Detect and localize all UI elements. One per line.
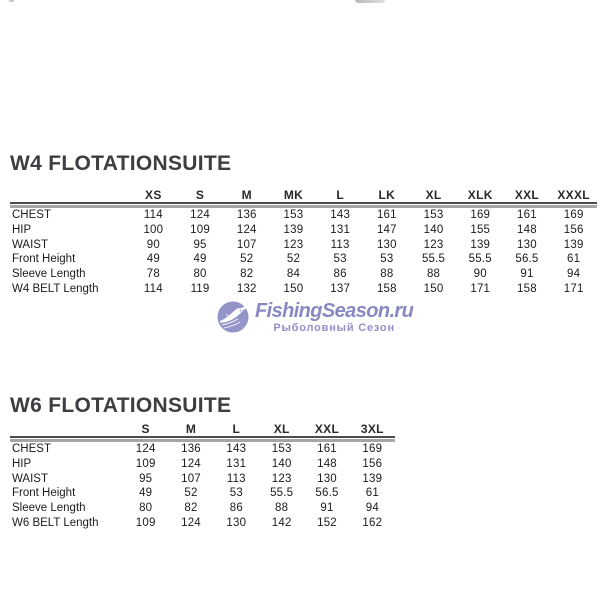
size-value: 153 bbox=[423, 209, 444, 221]
column-header-s: S bbox=[195, 188, 205, 202]
size-value: 56.5 bbox=[315, 487, 339, 500]
row-label: Front Height bbox=[12, 487, 76, 500]
size-value: 86 bbox=[229, 502, 243, 515]
w6-flotationsuite-table bbox=[10, 395, 395, 531]
size-value: 91 bbox=[520, 268, 534, 281]
table-row bbox=[10, 282, 597, 297]
table-row bbox=[10, 501, 395, 516]
size-value: 150 bbox=[423, 282, 444, 295]
cropped-photo-remnant bbox=[9, 0, 14, 2]
column-header-m: M bbox=[241, 188, 252, 202]
watermark-text bbox=[255, 301, 413, 334]
cropped-photo-remnant bbox=[355, 0, 385, 3]
size-value: 113 bbox=[330, 238, 350, 251]
column-header-xlk: XLK bbox=[467, 188, 493, 202]
size-value: 156 bbox=[563, 223, 584, 236]
row-label: W6 BELT Length bbox=[12, 516, 99, 529]
size-value: 139 bbox=[563, 238, 584, 251]
size-value: 107 bbox=[181, 472, 201, 485]
size-value: 123 bbox=[271, 472, 292, 485]
watermark-tagline-text: Рыболовный Сезон bbox=[273, 321, 395, 334]
size-value: 136 bbox=[181, 443, 201, 455]
size-value: 49 bbox=[139, 487, 153, 500]
size-value: 152 bbox=[317, 516, 337, 529]
fishingseason-watermark bbox=[216, 300, 413, 334]
column-header-l: L bbox=[232, 422, 241, 436]
size-value: 52 bbox=[184, 487, 198, 500]
row-label: CHEST bbox=[12, 209, 51, 221]
size-value: 94 bbox=[365, 502, 379, 515]
size-value: 124 bbox=[236, 223, 257, 236]
w6-size-grid bbox=[10, 423, 395, 531]
size-value: 114 bbox=[143, 282, 163, 295]
size-value: 88 bbox=[426, 268, 441, 281]
w6-header-row bbox=[10, 423, 395, 436]
size-value: 130 bbox=[517, 238, 537, 251]
size-value: 139 bbox=[283, 223, 304, 236]
column-header-l: L bbox=[336, 188, 344, 202]
column-header-xxl: XXL bbox=[514, 188, 540, 202]
size-value: 86 bbox=[333, 268, 347, 281]
size-value: 123 bbox=[283, 238, 304, 251]
size-value: 156 bbox=[362, 457, 383, 470]
row-label: WAIST bbox=[12, 472, 48, 485]
size-value: 155 bbox=[470, 223, 491, 236]
size-value: 148 bbox=[517, 223, 537, 236]
size-value: 132 bbox=[236, 282, 257, 295]
size-value: 53 bbox=[333, 253, 347, 266]
row-label: HIP bbox=[12, 223, 32, 236]
fishingseason-logo-icon bbox=[216, 300, 250, 334]
w4-table-title: W4 FLOTATIONSUITE bbox=[10, 152, 232, 175]
size-value: 158 bbox=[376, 282, 397, 295]
size-value: 139 bbox=[470, 238, 491, 251]
column-header-xxxl: XXXL bbox=[557, 188, 590, 202]
size-value: 52 bbox=[240, 253, 254, 266]
table-row bbox=[10, 457, 395, 472]
table-row bbox=[10, 252, 597, 267]
size-value: 143 bbox=[226, 443, 247, 455]
size-value: 91 bbox=[320, 502, 334, 515]
size-value: 139 bbox=[362, 472, 383, 485]
column-header-xxl: XXL bbox=[314, 422, 340, 436]
table-row bbox=[10, 238, 597, 253]
column-header-xl: XL bbox=[273, 422, 290, 436]
table-row bbox=[10, 223, 597, 238]
row-label: CHEST bbox=[12, 443, 51, 455]
w4-flotationsuite-table bbox=[10, 153, 597, 297]
column-header-3xl: 3XL bbox=[360, 422, 384, 436]
size-value: 56.5 bbox=[515, 253, 539, 266]
row-label: Sleeve Length bbox=[12, 268, 86, 281]
w6-table-title: W6 FLOTATIONSUITE bbox=[10, 394, 232, 417]
size-value: 153 bbox=[283, 209, 304, 221]
size-value: 124 bbox=[135, 443, 156, 455]
size-value: 169 bbox=[563, 209, 584, 221]
size-value: 153 bbox=[271, 443, 292, 455]
row-label: W4 BELT Length bbox=[12, 282, 99, 295]
column-header-mk: MK bbox=[283, 188, 304, 202]
size-value: 88 bbox=[380, 268, 394, 281]
size-value: 78 bbox=[146, 268, 160, 281]
size-value: 95 bbox=[139, 472, 153, 485]
row-label: Front Height bbox=[12, 253, 76, 266]
size-value: 107 bbox=[236, 238, 257, 251]
table-row bbox=[10, 516, 395, 531]
size-value: 143 bbox=[330, 209, 351, 221]
size-value: 100 bbox=[143, 223, 164, 236]
size-value: 53 bbox=[229, 487, 243, 500]
w4-size-grid bbox=[10, 189, 597, 297]
column-header-xs: XS bbox=[145, 188, 162, 202]
size-value: 123 bbox=[423, 238, 444, 251]
table-row bbox=[10, 442, 395, 457]
size-value: 131 bbox=[226, 457, 247, 470]
size-value: 130 bbox=[226, 516, 247, 529]
size-value: 142 bbox=[271, 516, 292, 529]
table-row bbox=[10, 208, 597, 223]
size-value: 171 bbox=[563, 282, 584, 295]
size-value: 169 bbox=[470, 209, 491, 221]
size-value: 84 bbox=[286, 268, 301, 281]
size-value: 90 bbox=[146, 238, 160, 251]
size-value: 49 bbox=[146, 253, 160, 266]
size-value: 137 bbox=[330, 282, 351, 295]
size-value: 169 bbox=[362, 443, 383, 455]
size-value: 140 bbox=[271, 457, 292, 470]
size-value: 82 bbox=[240, 268, 254, 281]
size-value: 95 bbox=[193, 238, 207, 251]
size-value: 148 bbox=[317, 457, 337, 470]
size-value: 113 bbox=[226, 472, 246, 485]
table-row bbox=[10, 472, 395, 487]
size-value: 55.5 bbox=[270, 487, 294, 500]
size-value: 147 bbox=[376, 223, 397, 236]
size-value: 109 bbox=[135, 516, 156, 529]
size-value: 130 bbox=[317, 472, 337, 485]
size-value: 162 bbox=[362, 516, 383, 529]
size-value: 124 bbox=[181, 457, 201, 470]
size-value: 52 bbox=[286, 253, 301, 266]
size-value: 150 bbox=[283, 282, 304, 295]
table-row bbox=[10, 486, 395, 501]
size-value: 124 bbox=[181, 516, 201, 529]
table-row bbox=[10, 267, 597, 282]
size-value: 161 bbox=[317, 443, 337, 455]
size-value: 114 bbox=[143, 209, 163, 221]
size-value: 140 bbox=[423, 223, 444, 236]
size-value: 55.5 bbox=[468, 253, 492, 266]
size-value: 171 bbox=[470, 282, 491, 295]
size-value: 124 bbox=[190, 209, 210, 221]
size-value: 61 bbox=[567, 253, 581, 266]
size-value: 131 bbox=[330, 223, 351, 236]
row-label: Sleeve Length bbox=[12, 502, 86, 515]
column-header-m: M bbox=[185, 422, 197, 436]
size-value: 55.5 bbox=[421, 253, 446, 266]
column-header-lk: LK bbox=[378, 188, 396, 202]
row-label: WAIST bbox=[12, 238, 48, 251]
size-value: 109 bbox=[135, 457, 156, 470]
row-label: HIP bbox=[12, 457, 32, 470]
size-value: 88 bbox=[275, 502, 289, 515]
size-value: 53 bbox=[380, 253, 394, 266]
size-value: 80 bbox=[139, 502, 153, 515]
size-value: 49 bbox=[193, 253, 207, 266]
size-value: 161 bbox=[376, 209, 397, 221]
size-value: 158 bbox=[517, 282, 537, 295]
size-value: 136 bbox=[236, 209, 257, 221]
column-header-s: S bbox=[141, 422, 150, 436]
size-value: 80 bbox=[193, 268, 207, 281]
size-value: 109 bbox=[190, 223, 210, 236]
column-header-xl: XL bbox=[425, 188, 442, 202]
size-value: 61 bbox=[365, 487, 379, 500]
size-value: 90 bbox=[473, 268, 487, 281]
size-value: 94 bbox=[567, 268, 581, 281]
size-value: 161 bbox=[517, 209, 537, 221]
size-value: 130 bbox=[376, 238, 397, 251]
size-value: 119 bbox=[190, 282, 210, 295]
watermark-brand-text: FishingSeason.ru bbox=[255, 299, 414, 322]
size-value: 82 bbox=[184, 502, 198, 515]
w4-header-row bbox=[10, 189, 597, 202]
